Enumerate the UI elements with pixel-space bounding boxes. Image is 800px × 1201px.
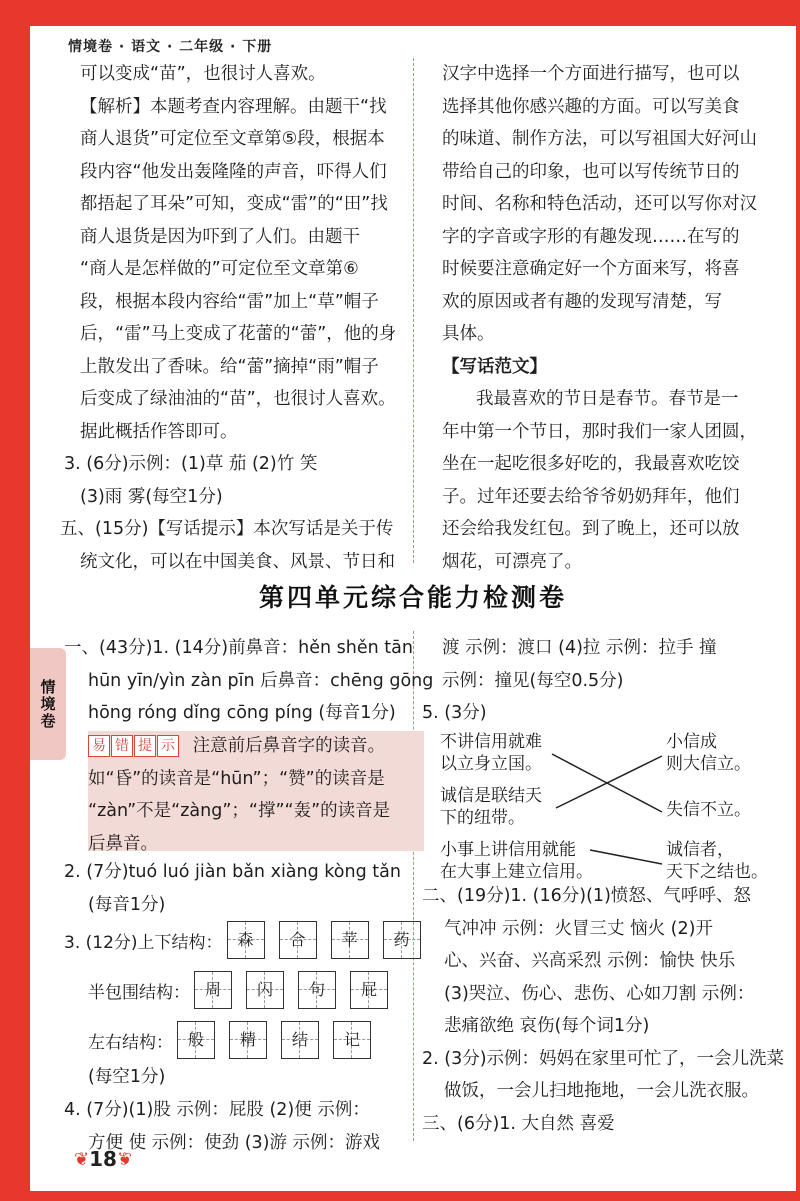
page-number-text: 18 [89, 1147, 117, 1171]
match-left-1b: 以立身立国。 [440, 754, 542, 774]
match-right-3b: 天下之结也。 [666, 862, 768, 882]
tianzige-cell: 精 [229, 1021, 267, 1059]
tianzige-cell: 周 [194, 971, 232, 1009]
page [30, 26, 796, 1191]
text-line: 据此概括作答即可。 [80, 421, 238, 442]
q3-label: 左右结构： [88, 1032, 173, 1053]
text-line: 段，根据本段内容给“雷”加上“草”帽子 [80, 291, 379, 312]
badge-char: 错 [111, 735, 133, 757]
tianzige-cell: 般 [177, 1021, 215, 1059]
text-line: 具体。 [442, 324, 495, 344]
text-line: 二、(19分)1. (16分)(1)愤怒、气呼呼、怒 [422, 886, 751, 906]
match-left-3a: 小事上讲信用就能 [440, 840, 576, 860]
match-right-1b: 则大信立。 [666, 754, 751, 774]
q3-row-3 [88, 1021, 385, 1059]
text-line: 字的字音或字形的有趣发现……在写的 [442, 226, 740, 247]
match-right-1a: 小信成 [666, 732, 717, 752]
text-line: 后，“雷”马上变成了花蕾的“蕾”，他的身 [80, 324, 397, 344]
text-line: 后鼻音。 [88, 833, 158, 854]
match-right-2: 失信不立。 [666, 800, 751, 820]
badge-char: 示 [157, 735, 179, 757]
answer-3: 3. (6分)示例：(1)草 茄 (2)竹 笑 [64, 454, 318, 474]
text-line: 一、(43分)1. (14分)前鼻音：hěn shěn tān [64, 638, 413, 658]
leaf-icon: ❦ [73, 1148, 90, 1170]
text-line: 欢的原因或者有趣的发现写清楚，写 [442, 291, 722, 312]
tianzige-cell: 森 [227, 921, 265, 959]
lower-right-answers [422, 880, 785, 1140]
text-line: 选择其他你感兴趣的方面。可以写美食 [442, 96, 740, 117]
text-line: hūn yīn/yìn zàn pīn 后鼻音：chēng gōng [88, 670, 434, 691]
text-line: 【解析】本题考查内容理解。由题干“找 [80, 96, 387, 117]
upper-right-column [442, 58, 782, 578]
matching-exercise [440, 726, 770, 882]
tianzige-cell: 结 [281, 1021, 319, 1059]
tip-text [88, 730, 428, 860]
essay-line: 坐在一起吃很多好吃的，我最喜欢吃饺 [442, 454, 740, 474]
text-line: 4. (7分)(1)股 示例：屁股 (2)便 示例： [64, 1100, 370, 1120]
text-line: 三、(6分)1. 大自然 喜爱 [422, 1113, 615, 1134]
text-line: (每音1分) [88, 894, 166, 915]
text-line: 示例：撞见(每空0.5分) [442, 670, 624, 691]
text-line: 做饭，一会儿扫地拖地，一会儿洗衣服。 [444, 1081, 759, 1101]
text-line: “zàn”不是“zàng”；“撑”“轰”的读音是 [88, 801, 391, 821]
text-line: 时间、名称和特色活动，还可以写你对汉 [442, 194, 757, 214]
error-tip-badge [88, 735, 179, 757]
match-right-3a: 诚信者， [666, 840, 734, 860]
tianzige-cell: 屁 [350, 971, 388, 1009]
text-line: 的味道、制作方法，可以写祖国大好河山 [442, 129, 757, 149]
q3-label: 3. (12分)上下结构： [64, 932, 223, 953]
text-line: 商人退货”可定位至文章第⑤段，根据本 [80, 129, 385, 149]
text-line: 5. (3分) [422, 703, 487, 723]
text-line: 注意前后鼻音字的读音。 [192, 736, 386, 756]
sample-essay-heading: 【写话范文】 [442, 356, 547, 377]
q3-label: 半包围结构： [88, 982, 190, 1003]
leaf-icon: ❦ [116, 1148, 133, 1170]
essay-line: 烟花，可漂亮了。 [442, 551, 582, 572]
text-line: 时候要注意确定好一个方面来写，将喜 [442, 259, 740, 279]
match-lines [440, 726, 770, 886]
text-line: 带给自己的印象，也可以写传统节日的 [442, 161, 740, 182]
text-line: 都捂起了耳朵”可知，变成“雷”的“田”找 [80, 194, 388, 214]
badge-char: 易 [88, 735, 110, 757]
running-header: 情境卷 · 语文 · 二年级 · 下册 [68, 39, 273, 55]
page-number [74, 1144, 132, 1174]
text-line: 可以变成“苗”，也很讨人喜欢。 [80, 64, 326, 84]
match-line [590, 850, 662, 864]
text-line: 汉字中选择一个方面进行描写，也可以 [442, 64, 740, 84]
essay-line: 年中第一个节日，那时我们一家人团圆， [442, 421, 757, 442]
text-line: 渡 示例：渡口 (4)拉 示例：拉手 撞 [442, 638, 717, 658]
text-line: 2. (3分)示例：妈妈在家里可忙了，一会儿洗菜 [422, 1048, 785, 1069]
section-five: 五、(15分)【写话提示】本次写话是关于传 [60, 519, 394, 539]
column-divider [413, 58, 414, 563]
side-tab: 情境卷 [30, 648, 66, 760]
text-line: hōng róng dǐng cōng píng (每音1分) [88, 703, 396, 723]
q3-row-1 [64, 921, 435, 959]
q3-row-2 [88, 971, 402, 1009]
q1-block [64, 632, 434, 730]
tianzige-cell: 句 [298, 971, 336, 1009]
match-left-2b: 下的纽带。 [440, 808, 525, 828]
q3-note [88, 1061, 418, 1094]
q2-block [64, 856, 414, 921]
text-line: 心、兴奋、兴高采烈 示例：愉快 快乐 [444, 951, 736, 971]
match-left-3b: 在大事上建立信用。 [440, 862, 593, 882]
text-line: 如“昏”的读音是“hūn”；“赞”的读音是 [88, 768, 385, 789]
tianzige-cell: 记 [333, 1021, 371, 1059]
section-title: 第四单元综合能力检测卷 [258, 583, 567, 612]
upper-left-column [60, 58, 410, 578]
text-line: 后变成了绿油油的“苗”，也很讨人喜欢。 [80, 389, 396, 409]
tianzige-cell: 苹 [331, 921, 369, 959]
text-line: 段内容“他发出轰隆隆的声音，吓得人们 [80, 161, 387, 182]
match-left-2a: 诚信是联结天 [440, 786, 542, 806]
tianzige-cell: 药 [383, 921, 421, 959]
text-line: 商人退货是因为吓到了人们。由题干 [80, 226, 360, 247]
text-line: 上散发出了香味。给“蕾”摘掉“雨”帽子 [80, 356, 379, 377]
text-line: (3)哭泣、伤心、悲伤、心如刀割 示例： [444, 983, 755, 1004]
match-left-1a: 不讲信用就难 [440, 732, 542, 752]
text-line: “商人是怎样做的”可定位至文章第⑥ [80, 259, 359, 279]
tianzige-cell: 合 [279, 921, 317, 959]
text-line: 悲痛欲绝 哀伤(每个词1分) [444, 1016, 650, 1036]
text-line: 气冲冲 示例：火冒三丈 恼火 (2)开 [444, 918, 713, 939]
lower-right-top [422, 632, 782, 730]
essay-line: 我最喜欢的节日是春节。春节是一 [476, 389, 739, 409]
essay-line: 子。过年还要去给爷爷奶奶拜年，他们 [442, 486, 740, 507]
essay-line: 还会给我发红包。到了晚上，还可以放 [442, 519, 740, 539]
tianzige-cell: 闪 [246, 971, 284, 1009]
text-line: (每空1分) [88, 1067, 166, 1087]
badge-char: 提 [134, 735, 156, 757]
text-line: (3)雨 雾(每空1分) [80, 486, 223, 507]
text-line: 方便 使 示例：使劲 (3)游 示例：游戏 [88, 1132, 381, 1153]
text-line: 统文化，可以在中国美食、风景、节日和 [80, 551, 395, 572]
text-line: 2. (7分)tuó luó jiàn bǎn xiàng kòng tǎn [64, 862, 401, 882]
